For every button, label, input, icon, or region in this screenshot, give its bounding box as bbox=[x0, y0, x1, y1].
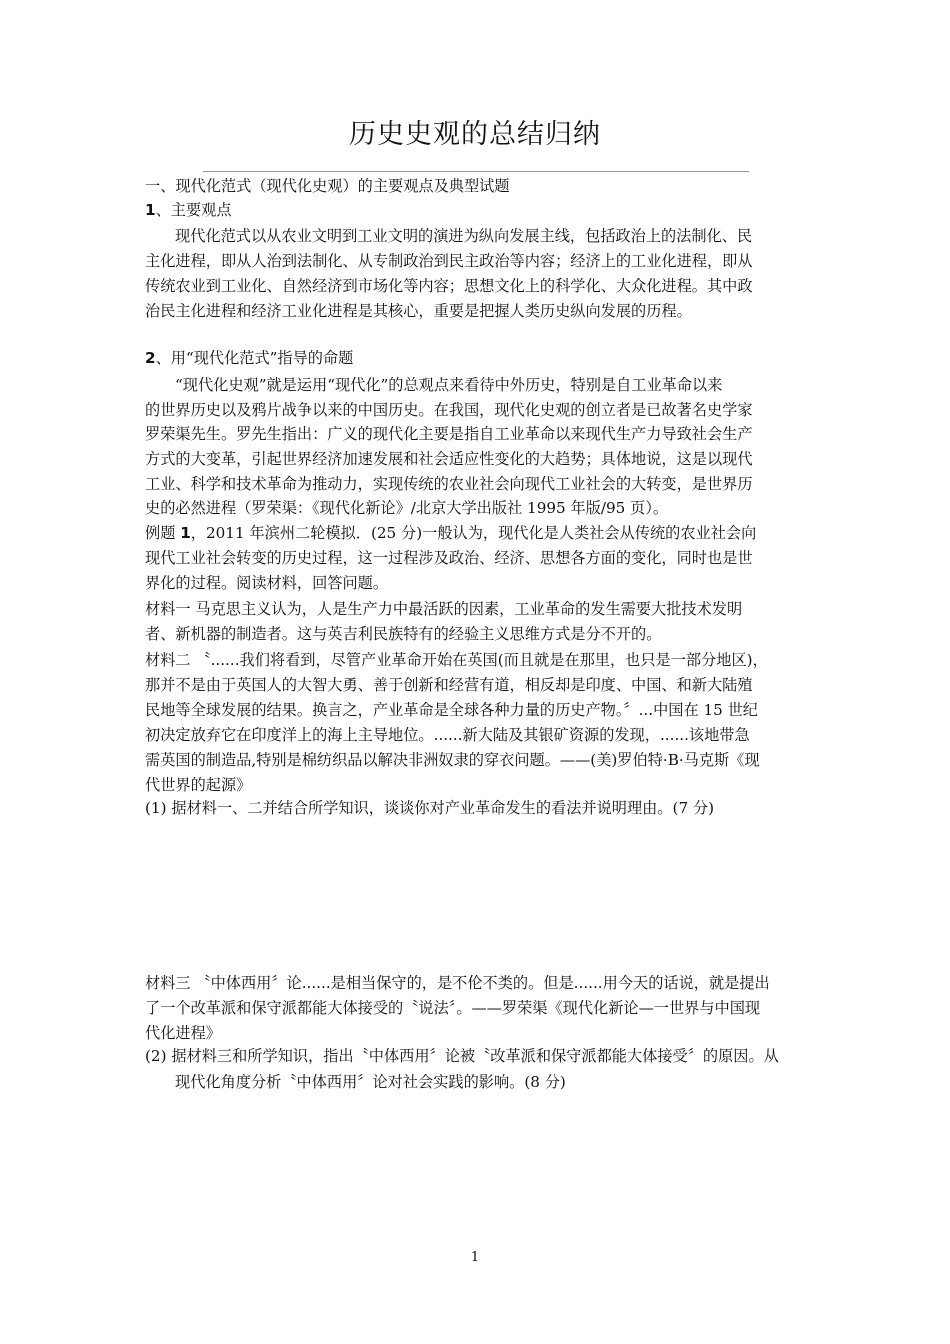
material-two-line: 那并不是由于英国人的大智大勇、善于创新和经营有道，相反却是印度、中国、和新大陆殖 bbox=[145, 676, 753, 694]
material-two-line: 代世界的起源》 bbox=[145, 776, 252, 794]
example-number: 1 bbox=[180, 524, 191, 542]
example-intro: ，2011 年滨州二轮模拟．(25 分)一般认为，现代化是人类社会从传统的农业社会向 bbox=[190, 524, 757, 542]
material-three-line: 材料三 〝中体西用〞论......是相当保守的，是不伦不类的。但是......用今天的话说，就是提出 bbox=[145, 974, 770, 992]
material-two-line: 民地等全球发展的结果。换言之，产业革命是全球各种力量的历史产物。〞...中国在 15 世纪 bbox=[145, 701, 758, 719]
paragraph-line: 现代化范式以从农业文明到工业文明的演进为纵向发展主线，包括政治上的法制化、民 bbox=[175, 227, 753, 245]
subheading-proposition bbox=[145, 348, 353, 368]
subheading-main-points bbox=[145, 200, 232, 220]
example-prefix: 例题 bbox=[145, 524, 181, 542]
page-number: 1 bbox=[470, 1250, 480, 1265]
paragraph-line: 主化进程，即从人治到法制化、从专制政治到民主政治等内容；经济上的工业化进程，即从 bbox=[145, 252, 753, 270]
subheading-number: 2 bbox=[145, 349, 156, 367]
paragraph-line: 史的必然进程（罗荣渠：《现代化新论》/北京大学出版社 1995 年版/95 页）。 bbox=[145, 499, 669, 517]
material-three-line: 代化进程》 bbox=[145, 1024, 221, 1042]
paragraph-line: 传统农业到工业化、自然经济到市场化等内容；思想文化上的科学化、大众化进程。其中政 bbox=[145, 277, 753, 295]
paragraph-line: 罗荣渠先生。罗先生指出：广义的现代化主要是指自工业革命以来现代生产力导致社会生产 bbox=[145, 425, 753, 443]
material-two-line: 初决定放弃它在印度洋上的海上主导地位。......新大陆及其银矿资源的发现，......该地带急 bbox=[145, 726, 750, 744]
material-three-line: 了一个改革派和保守派都能大体接受的〝说法〞。——罗荣渠《现代化新论—一世界与中国现 bbox=[145, 999, 761, 1017]
paragraph-line: 工业、科学和技术革命为推动力，实现传统的农业社会向现代工业社会的大转变，是世界历 bbox=[145, 475, 753, 493]
page-title: 历史史观的总结归纳 bbox=[349, 119, 601, 150]
paragraph-line: “现代化史观”就是运用“现代化”的总观点来看待中外历史，特别是自工业革命以来 bbox=[175, 376, 723, 394]
example-header bbox=[145, 523, 756, 543]
material-one-line: 材料一 马克思主义认为，人是生产力中最活跃的因素，工业革命的发生需要大批技术发明 bbox=[145, 600, 743, 618]
subheading-text: 、用“现代化范式”指导的命题 bbox=[155, 349, 354, 367]
material-two-line: 需英国的制造品,特别是棉纺织品以解决非洲奴隶的穿衣问题。——(美)罗伯特·B·马克斯《现 bbox=[145, 751, 760, 769]
paragraph-line: 界化的过程。阅读材料，回答问题。 bbox=[145, 574, 388, 592]
paragraph-line: 治民主化进程和经济工业化进程是其核心，重要是把握人类历史纵向发展的历程。 bbox=[145, 302, 692, 320]
paragraph-line: 的世界历史以及鸦片战争以来的中国历史。在我国，现代化史观的创立者是已故著名史学家 bbox=[145, 401, 753, 419]
section-heading: 一、现代化范式（现代化史观）的主要观点及典型试题 bbox=[145, 177, 510, 195]
question-one: (1) 据材料一、二并结合所学知识，谈谈你对产业革命发生的看法并说明理由。(7 分) bbox=[145, 799, 715, 817]
subheading-text: 、主要观点 bbox=[155, 201, 232, 219]
material-two-line: 材料二 〝......我们将看到，尽管产业革命开始在英国(而且就是在那里，也只是一部分地区)， bbox=[145, 651, 768, 669]
question-two-line: (2) 据材料三和所学知识，指出〝中体西用〞论被〝改革派和保守派都能大体接受〞的原因。从 bbox=[145, 1047, 779, 1065]
question-two-line: 现代化角度分析〝中体西用〞论对社会实践的影响。(8 分) bbox=[175, 1073, 566, 1091]
subheading-number: 1 bbox=[145, 201, 156, 219]
material-one-line: 者、新机器的制造者。这与英吉利民族特有的经验主义思维方式是分不开的。 bbox=[145, 625, 662, 643]
paragraph-line: 方式的大变革，引起世界经济加速发展和社会适应性变化的大趋势；具体地说，这是以现代 bbox=[145, 450, 753, 468]
title-divider bbox=[203, 171, 749, 172]
paragraph-line: 现代工业社会转变的历史过程，这一过程涉及政治、经济、思想各方面的变化，同时也是世 bbox=[145, 549, 753, 567]
